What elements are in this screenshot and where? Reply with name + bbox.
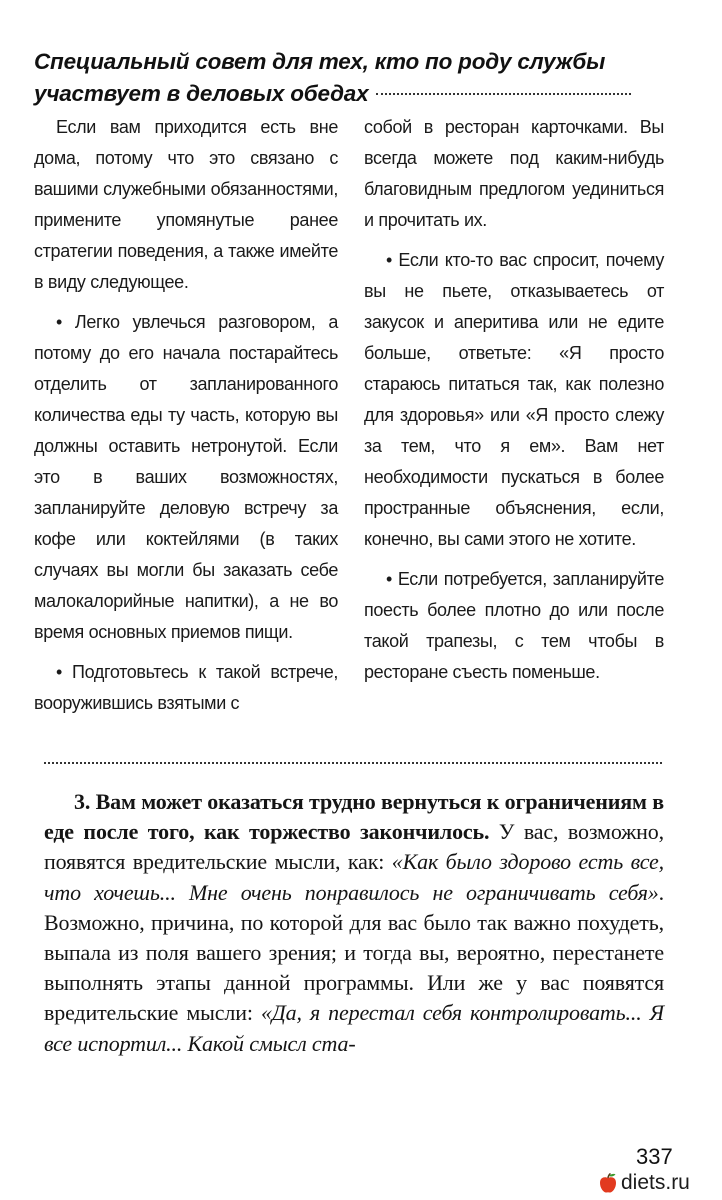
page-number: 337	[636, 1144, 673, 1169]
sidebar-right-column	[364, 112, 664, 697]
sidebar-bottom-dotted-rule	[44, 762, 662, 764]
sidebar-heading-line-2: участвует в деловых обедах	[34, 81, 369, 106]
sidebar-heading	[34, 46, 674, 110]
sidebar-bullet: • Подготовьтесь к такой встрече, вооружившись взятыми с	[34, 662, 338, 713]
sidebar-paragraph: Если вам приходится есть вне дома, потому что это связано с вашими служебными обязанностями, примените упомянутые ранее стратегии поведения, а также имейте в виду следующее.	[34, 117, 338, 292]
watermark-text: diets.ru	[621, 1171, 690, 1194]
sidebar-left-column	[34, 112, 338, 728]
sidebar-bullet: • Легко увлечься разговором, а потому до его начала постарайтесь отделить от запланированного количества еды ту часть, которую вы должны оставить нетронутой. Если это в ваших возможностях, запланируйте деловую встречу за кофе или коктейлями (в таких случаях вы могли бы заказать себе малокалорийные напитки), а не во время основных приемов пищи.	[34, 312, 338, 642]
sidebar-heading-line-1: Специальный совет для тех, кто по роду службы	[34, 49, 606, 74]
sidebar-heading-line-2-wrap	[34, 78, 674, 110]
heading-dotted-rule	[376, 93, 631, 95]
site-watermark	[598, 1170, 690, 1196]
apple-icon	[598, 1172, 618, 1194]
main-paragraph	[44, 787, 664, 1059]
main-paragraph-bold-lead: 3. Вам может оказаться трудно вернуться к ограничениям в еде после того, как торжество закончилось.	[44, 789, 664, 845]
main-paragraph-text: У вас, возможно, появятся вредительские мысли, как:	[44, 819, 664, 875]
main-paragraph-quote: «Как было здорово есть все, что хочешь... Мне очень понравилось не ограничивать себя»	[44, 849, 664, 905]
sidebar-bullet: • Если кто-то вас спросит, почему вы не пьете, отказываетесь от закусок и аперитива или не едите больше, ответьте: «Я просто стараюсь питаться так, как полезно для здоровья» или «Я просто слежу за тем, что я ем». Вам нет необходимости пускаться в более пространные объяснения, если, конечно, вы сами этого не хотите.	[364, 250, 664, 549]
sidebar-bullet: • Если потребуется, запланируйте поесть более плотно до или после такой трапезы, с тем чтобы в ресторане съесть поменьше.	[364, 569, 664, 682]
main-paragraph-text: . Возможно, причина, по которой для вас было так важно похудеть, выпала из поля вашего зрения; и тогда вы, вероятно, перестанете выполнять этапы данной программы. Или же у вас появятся вредительские мысли:	[44, 879, 664, 1026]
sidebar-paragraph-continued: собой в ресторан карточками. Вы всегда можете под каким-нибудь благовидным предлогом уединиться и прочитать их.	[364, 117, 664, 230]
main-paragraph-quote: «Да, я перестал себя контролировать... Я все испортил... Какой смысл ста-	[44, 1000, 664, 1056]
